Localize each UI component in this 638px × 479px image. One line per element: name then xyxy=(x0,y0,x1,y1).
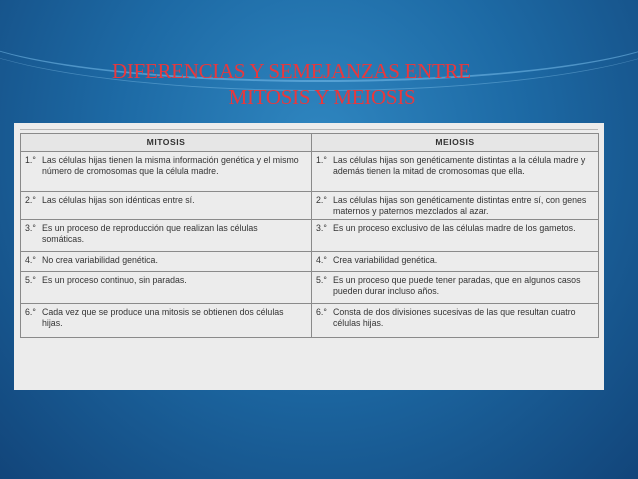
item-text: Es un proceso continuo, sin paradas. xyxy=(42,275,187,285)
meiosis-cell xyxy=(312,304,599,338)
item-text: Es un proceso de reproducción que realizan las células somáticas. xyxy=(42,223,258,244)
table-row xyxy=(21,252,599,272)
mitosis-cell xyxy=(21,272,312,304)
item-number: 2.° xyxy=(25,195,36,205)
mitosis-cell xyxy=(21,252,312,272)
item-text: Consta de dos divisiones sucesivas de las que resultan cuatro células hijas. xyxy=(333,307,576,328)
item-text: Las células hijas son idénticas entre sí. xyxy=(42,195,195,205)
comparison-image xyxy=(14,123,604,390)
item-text: Es un proceso que puede tener paradas, que en algunos casos pueden durar incluso años. xyxy=(333,275,581,296)
item-number: 3.° xyxy=(316,223,327,233)
item-number: 4.° xyxy=(25,255,36,265)
item-number: 5.° xyxy=(316,275,327,285)
item-text: Las células hijas tienen la misma información genética y el mismo número de cromosomas que la célula madre. xyxy=(42,155,299,176)
item-text: Cada vez que se produce una mitosis se obtienen dos células hijas. xyxy=(42,307,284,328)
mitosis-cell xyxy=(21,304,312,338)
item-number: 1.° xyxy=(316,155,327,165)
item-text: Las células hijas son genéticamente distintas a la célula madre y además tienen la mitad de cromosomas que ella. xyxy=(333,155,586,176)
item-text: Es un proceso exclusivo de las células madre de los gametos. xyxy=(333,223,576,233)
item-number: 5.° xyxy=(25,275,36,285)
header-meiosis: MEIOSIS xyxy=(312,134,599,152)
table-row xyxy=(21,220,599,252)
mitosis-cell xyxy=(21,220,312,252)
mitosis-cell xyxy=(21,192,312,220)
table-header-row xyxy=(21,134,599,152)
meiosis-cell xyxy=(312,272,599,304)
slide-title-line1: DIFERENCIAS Y SEMEJANZAS ENTRE xyxy=(112,59,471,83)
header-mitosis: MITOSIS xyxy=(21,134,312,152)
meiosis-cell xyxy=(312,152,599,192)
item-number: 6.° xyxy=(25,307,36,317)
item-number: 1.° xyxy=(25,155,36,165)
item-number: 6.° xyxy=(316,307,327,317)
table-row xyxy=(21,304,599,338)
table-row xyxy=(21,192,599,220)
meiosis-cell xyxy=(312,192,599,220)
item-number: 2.° xyxy=(316,195,327,205)
comparison-table xyxy=(20,133,599,338)
meiosis-cell xyxy=(312,252,599,272)
item-text: No crea variabilidad genética. xyxy=(42,255,158,265)
item-number: 3.° xyxy=(25,223,36,233)
item-number: 4.° xyxy=(316,255,327,265)
item-text: Las células hijas son genéticamente distintas entre sí, con genes maternos y paternos mezclados al azar. xyxy=(333,195,587,216)
meiosis-cell xyxy=(312,220,599,252)
item-text: Crea variabilidad genética. xyxy=(333,255,438,265)
slide-title-line2: MITOSIS Y MEIOSIS xyxy=(228,85,416,109)
table-row xyxy=(21,152,599,192)
slide-title xyxy=(112,58,532,110)
table-row xyxy=(21,272,599,304)
mitosis-cell xyxy=(21,152,312,192)
